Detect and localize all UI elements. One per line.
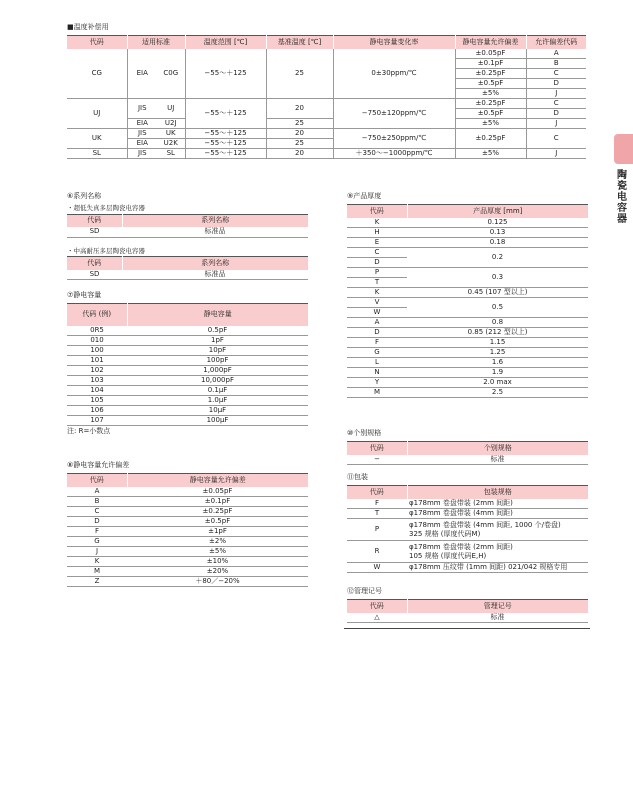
cell: JIS: [127, 129, 157, 139]
table-row: [347, 268, 588, 278]
cell: 1.6: [407, 358, 588, 368]
cap-section: [67, 292, 308, 435]
cell: ±0.1pF: [455, 59, 526, 69]
cell: N: [347, 368, 407, 378]
col-std: 适用标准: [127, 36, 185, 49]
temp-comp-section: [67, 24, 586, 159]
cell: Y: [347, 378, 407, 388]
cell: 100: [67, 346, 127, 356]
table-row: [347, 455, 588, 465]
table-row: [67, 386, 308, 396]
series-section: [67, 193, 308, 280]
cell: 0.125: [407, 218, 588, 228]
cell: SL: [157, 149, 185, 159]
cell: J: [526, 119, 586, 129]
cell: ±0.1pF: [127, 497, 308, 507]
table-row: [67, 129, 586, 139]
cell: −55～＋125: [185, 139, 266, 149]
cell: △: [347, 613, 407, 623]
cell: A: [526, 49, 586, 59]
table-row: [347, 218, 588, 228]
cell: ±5%: [455, 119, 526, 129]
cell: [407, 499, 588, 509]
cell: 2.0 max: [407, 378, 588, 388]
side-label: 陶瓷电容器: [617, 170, 627, 225]
cell: B: [67, 497, 127, 507]
col-mgmt: 管理记号: [407, 600, 588, 613]
table-row: [347, 348, 588, 358]
cell: D: [67, 517, 127, 527]
cell: 0.85 (212 型以上): [407, 328, 588, 338]
cell: F: [347, 338, 407, 348]
cell: ±0.25pF: [455, 69, 526, 79]
col-ref: 基准温度 [℃]: [266, 36, 333, 49]
table-row: [347, 388, 588, 398]
cell: 100pF: [127, 356, 308, 366]
table-row: [67, 416, 308, 426]
thick-title: ⑨产品厚度: [347, 192, 382, 200]
cell: 标准品: [122, 270, 308, 280]
cell: ±0.05pF: [455, 49, 526, 59]
table-row: [347, 248, 588, 258]
cell: 标准品: [122, 227, 308, 237]
temp-comp-table: [67, 35, 586, 159]
cell: [407, 563, 588, 573]
table-row: [67, 557, 308, 567]
cap-table: [67, 303, 308, 426]
pack-title: ⑪包装: [347, 473, 368, 481]
cell: M: [67, 567, 127, 577]
table-row: [67, 497, 308, 507]
cell: ±10%: [127, 557, 308, 567]
cell: 0.5pF: [127, 326, 308, 336]
cell: 20: [266, 149, 333, 159]
cell: 0.2: [407, 248, 588, 268]
table-row: [347, 563, 588, 573]
cell: 101: [67, 356, 127, 366]
cell: C0G: [157, 49, 185, 99]
cell: D: [526, 79, 586, 89]
cell: ±5%: [455, 149, 526, 159]
table-row: [347, 238, 588, 248]
cell: G: [347, 348, 407, 358]
pack-line: φ178mm 卷盘带装 (2mm 间距): [409, 542, 513, 551]
cell: ±0.25pF: [127, 507, 308, 517]
cell: 10pF: [127, 346, 308, 356]
col-series: 系列名称: [122, 257, 308, 270]
cell: W: [347, 563, 407, 573]
pack-line: φ178mm 压纹带 (1mm 间距) 021/042 规格专用: [409, 563, 568, 571]
cell: T: [347, 509, 407, 519]
table-row: [67, 270, 308, 280]
cell: EIA: [127, 139, 157, 149]
cell: −750±120ppm/℃: [333, 99, 455, 129]
pack-section: [347, 474, 588, 573]
table-row: [347, 378, 588, 388]
col-code: 代码: [67, 36, 127, 49]
cell: 0.3: [407, 268, 588, 288]
col-range: 温度范围 [℃]: [185, 36, 266, 49]
cell: −55～＋125: [185, 129, 266, 139]
cell: ±0.5pF: [455, 109, 526, 119]
cell: D: [347, 258, 407, 268]
table-row: [347, 298, 588, 308]
cell: 20: [266, 129, 333, 139]
cell: 1.0μF: [127, 396, 308, 406]
table-row: [67, 517, 308, 527]
cell: C: [347, 248, 407, 258]
cell: ±0.25pF: [455, 129, 526, 149]
col-code: 代码: [347, 205, 407, 218]
table-row: [67, 396, 308, 406]
bottom-rule: [344, 628, 590, 629]
cell: 0±30ppm/℃: [333, 49, 455, 99]
cell: ＋350～−1000ppm/℃: [333, 149, 455, 159]
cell: 0R5: [67, 326, 127, 336]
cell: 1,000pF: [127, 366, 308, 376]
cell: 25: [266, 119, 333, 129]
cell: ±20%: [127, 567, 308, 577]
table-row: [67, 487, 308, 497]
col-cap: 静电容量: [127, 304, 308, 326]
table-row: [67, 537, 308, 547]
cell: U2J: [157, 119, 185, 129]
col-code: 代码: [67, 257, 122, 270]
table-row: [67, 547, 308, 557]
cell: T: [347, 278, 407, 288]
cell: 0.45 (107 型以上): [407, 288, 588, 298]
table-row: [67, 356, 308, 366]
col-rate: 静电容量变化率: [333, 36, 455, 49]
cell: ±0.5pF: [127, 517, 308, 527]
cell: 0.13: [407, 228, 588, 238]
cell: ±1pF: [127, 527, 308, 537]
col-code: 代码: [67, 214, 122, 227]
cell: 0.18: [407, 238, 588, 248]
cell: C: [67, 507, 127, 517]
cell: 1.25: [407, 348, 588, 358]
cell: −: [347, 455, 407, 465]
pack-line: φ178mm 卷盘带装 (4mm 间距): [409, 509, 513, 517]
pack-line: 325 规格 (厚度代码M): [409, 529, 481, 538]
cell: 107: [67, 416, 127, 426]
spec-table: [347, 441, 588, 465]
tol-section: [67, 462, 308, 587]
cell: −55～＋125: [185, 99, 266, 129]
table-row: [67, 567, 308, 577]
cell: ±5%: [455, 89, 526, 99]
spec-title: ⑩个别规格: [347, 429, 382, 437]
table-row: [347, 338, 588, 348]
cell: G: [67, 537, 127, 547]
cell: K: [347, 218, 407, 228]
cell: R: [347, 541, 407, 563]
table-row: [347, 509, 588, 519]
cell: 0.1μF: [127, 386, 308, 396]
cell: 1.9: [407, 368, 588, 378]
cell: 104: [67, 386, 127, 396]
col-spec: 个别规格: [407, 442, 588, 455]
cell: K: [347, 288, 407, 298]
cell: P: [347, 519, 407, 541]
cell: CG: [67, 49, 127, 99]
cell: C: [526, 69, 586, 79]
cell: JIS: [127, 99, 157, 119]
cell: UJ: [67, 99, 127, 129]
cell: C: [526, 99, 586, 109]
table-row: [347, 228, 588, 238]
cell: J: [526, 89, 586, 99]
cell: ±0.25pF: [455, 99, 526, 109]
cell: 25: [266, 139, 333, 149]
col-thick: 产品厚度 [mm]: [407, 205, 588, 218]
table-row: [67, 326, 308, 336]
thick-table: [347, 204, 588, 398]
cell: L: [347, 358, 407, 368]
cell: 1pF: [127, 336, 308, 346]
cell: ±0.05pF: [127, 487, 308, 497]
cell: EIA: [127, 49, 157, 99]
cell: F: [347, 499, 407, 509]
col-pack: 包装规格: [407, 486, 588, 499]
cell: [407, 519, 588, 541]
cell: 2.5: [407, 388, 588, 398]
table-row: [67, 577, 308, 587]
series-title: ⑥系列名称: [67, 192, 102, 200]
cell: SD: [67, 227, 122, 237]
cell: P: [347, 268, 407, 278]
cell: SL: [67, 149, 127, 159]
table-row: [347, 328, 588, 338]
cell: 0.5: [407, 298, 588, 318]
table-row: [67, 149, 586, 159]
table-row: [347, 541, 588, 563]
cell: 标准: [407, 613, 588, 623]
table-row: [67, 376, 308, 386]
cell: 103: [67, 376, 127, 386]
table-row: [67, 406, 308, 416]
cell: −750±250ppm/℃: [333, 129, 455, 149]
col-tol: 静电容量允许偏差: [127, 474, 308, 487]
cell: K: [67, 557, 127, 567]
cell: UJ: [157, 99, 185, 119]
cell: ±5%: [127, 547, 308, 557]
table-row: [67, 366, 308, 376]
cell: 10,000pF: [127, 376, 308, 386]
cell: 1.15: [407, 338, 588, 348]
cell: 25: [266, 49, 333, 99]
series-table-2: [67, 256, 308, 280]
cell: D: [526, 109, 586, 119]
cell: A: [67, 487, 127, 497]
table-row: [67, 507, 308, 517]
cell: ±0.5pF: [455, 79, 526, 89]
cell: M: [347, 388, 407, 398]
col-code: 代码 (例): [67, 304, 127, 326]
pack-table: [347, 485, 588, 573]
mgmt-section: [347, 588, 588, 623]
cell: 106: [67, 406, 127, 416]
thick-section: [347, 193, 588, 398]
table-row: [347, 519, 588, 541]
cell: 100μF: [127, 416, 308, 426]
cell: SD: [67, 270, 122, 280]
pack-line: φ178mm 卷盘带装 (4mm 间距, 1000 个/卷盘): [409, 520, 561, 529]
cell: J: [67, 547, 127, 557]
cell: A: [347, 318, 407, 328]
cell: E: [347, 238, 407, 248]
cell: EIA: [127, 119, 157, 129]
cell: JIS: [127, 149, 157, 159]
cell: −55～＋125: [185, 49, 266, 99]
spec-section: [347, 430, 588, 465]
cell: −55～＋125: [185, 149, 266, 159]
series-sub1: ・超低失真多层陶瓷电容器: [67, 204, 145, 212]
table-row: [67, 527, 308, 537]
cell: W: [347, 308, 407, 318]
cell: B: [526, 59, 586, 69]
cell: 标准: [407, 455, 588, 465]
table-row: [347, 499, 588, 509]
col-tcode: 允许偏差代码: [526, 36, 586, 49]
temp-comp-title: ■温度补偿用: [67, 23, 109, 31]
cell: F: [67, 527, 127, 537]
table-row: [67, 336, 308, 346]
cell: J: [526, 149, 586, 159]
cell: V: [347, 298, 407, 308]
cell: 105: [67, 396, 127, 406]
cell: ＋80／−20%: [127, 577, 308, 587]
table-row: [67, 227, 308, 237]
table-row: [67, 49, 586, 59]
table-row: [67, 99, 586, 109]
cell: H: [347, 228, 407, 238]
cell: C: [526, 129, 586, 149]
cell: ±2%: [127, 537, 308, 547]
cell: U2K: [157, 139, 185, 149]
table-row: [347, 613, 588, 623]
col-tol: 静电容量允许偏差: [455, 36, 526, 49]
side-tab: [614, 134, 633, 164]
cell: 102: [67, 366, 127, 376]
table-row: [347, 288, 588, 298]
cell: [407, 509, 588, 519]
cell: 0.8: [407, 318, 588, 328]
col-code: 代码: [67, 474, 127, 487]
table-row: [347, 358, 588, 368]
cell: [407, 541, 588, 563]
table-row: [347, 318, 588, 328]
col-code: 代码: [347, 486, 407, 499]
cell: D: [347, 328, 407, 338]
col-code: 代码: [347, 442, 407, 455]
pack-line: φ178mm 卷盘带装 (2mm 间距): [409, 498, 513, 507]
mgmt-title: ⑫管理记号: [347, 587, 382, 595]
cell: UK: [157, 129, 185, 139]
cell: 010: [67, 336, 127, 346]
tol-table: [67, 473, 308, 587]
series-sub2: ・中高耐压多层陶瓷电容器: [67, 246, 145, 255]
cell: 10μF: [127, 406, 308, 416]
cell: 20: [266, 99, 333, 119]
col-code: 代码: [347, 600, 407, 613]
pack-line: 105 规格 (厚度代码E,H): [409, 551, 487, 560]
col-series: 系列名称: [122, 214, 308, 227]
cell: Z: [67, 577, 127, 587]
table-row: [67, 346, 308, 356]
table-row: [347, 368, 588, 378]
cap-note: 注: R=小数点: [67, 427, 111, 435]
series-table-1: [67, 214, 308, 238]
mgmt-table: [347, 599, 588, 623]
cap-title: ⑦静电容量: [67, 291, 102, 299]
tol-title: ⑧静电容量允许偏差: [67, 461, 130, 469]
cell: UK: [67, 129, 127, 149]
